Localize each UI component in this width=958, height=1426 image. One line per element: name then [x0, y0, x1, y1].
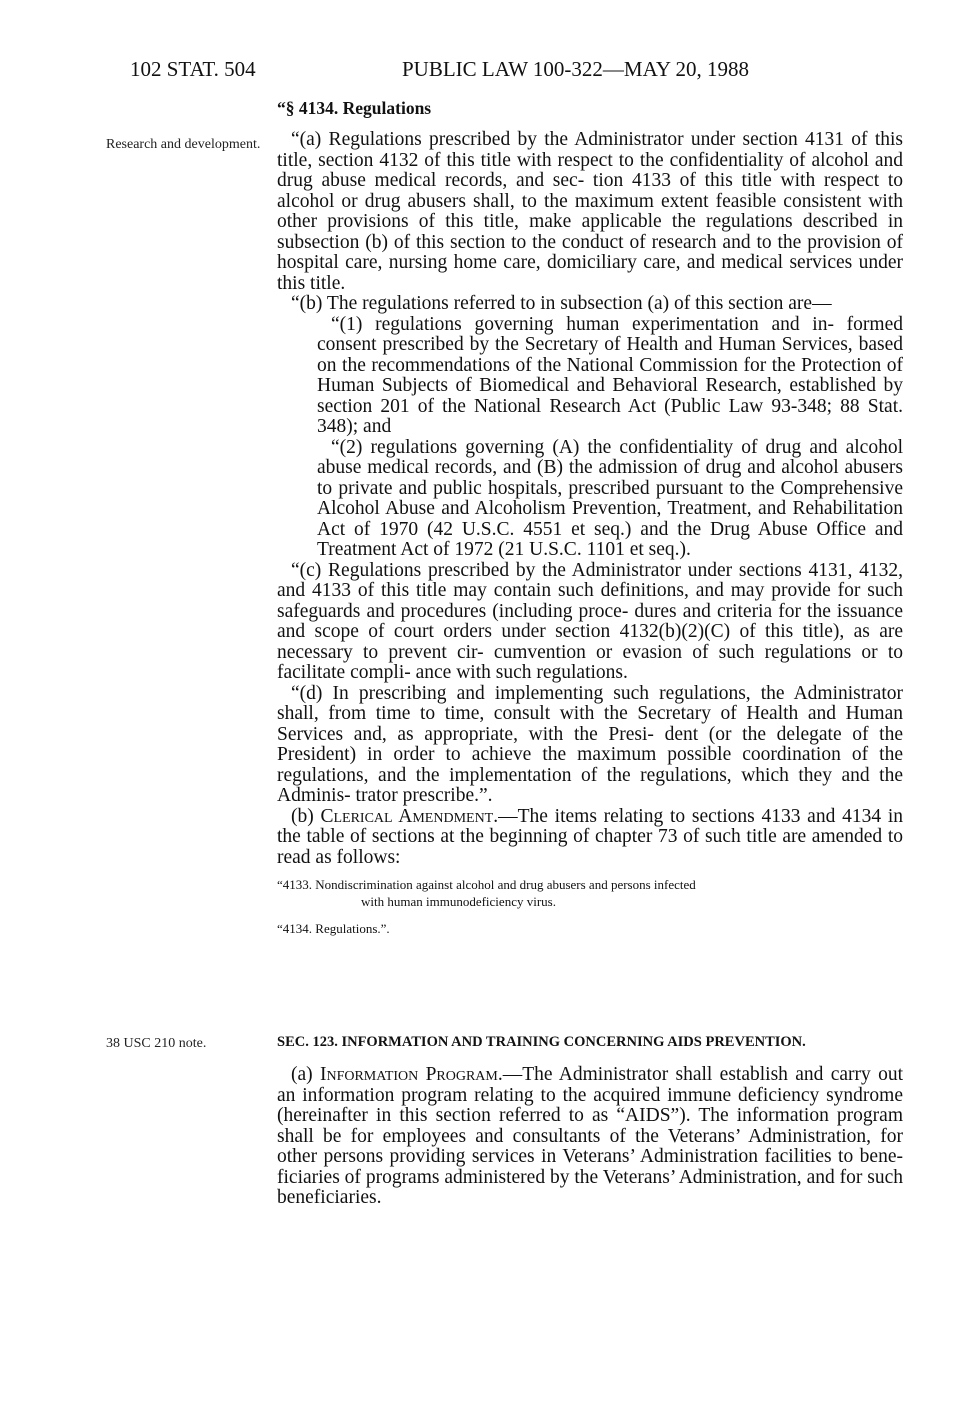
- statute-page-number: 102 STAT. 504: [130, 57, 256, 81]
- page-header: [0, 57, 958, 97]
- clerical-amendment-paragraph: (b) Clerical Amendment.—The items relating to sections 4133 and 4134 in the table of sections at the beginning of chapter 73 of such title are amended to read as follows:: [277, 805, 903, 868]
- margin-note-usc: 38 USC 210 note.: [106, 1036, 207, 1051]
- information-program-label: Information Program.: [319, 1064, 503, 1085]
- section-4134-block: [277, 98, 903, 937]
- paragraph-d: “(d) In prescribing and implementing such regulations, the Administrator shall, from time to time, consult with the Secretary of Health and Human Services and, as appropriate, with the Presi- dent (or the delegate of the President) in order to achieve the maximum possible coordination of the regulations, and the implementation of the regulations, which they and the Adminis- trator prescribe.”.: [277, 682, 903, 806]
- table-of-sections: [277, 876, 903, 937]
- paragraph-c: “(c) Regulations prescribed by the Administrator under sections 4131, 4132, and 4133 of this title may contain such definitions, and may provide for such safeguards and procedures (including proce- dures and criteria for the issuance and scope of court orders under section 4132(b)(2)(C) of this title), as are necessary to prevent cir- cumvention or evasion of such regulations or to facilitate compli- ance with such regulations.: [277, 559, 903, 683]
- section-heading: “§ 4134. Regulations: [277, 98, 432, 118]
- section-123-title: SEC. 123. INFORMATION AND TRAINING CONCERNING AIDS PREVENTION.: [277, 1034, 806, 1050]
- paragraph-a: “(a) Regulations prescribed by the Administrator under section 4131 of this title, section 4132 of this title with respect to the confidentiality of alcohol and drug abuse medical records, and sec- tion 4133 of this title with respect to alcohol or drug abusers shall, to the maximum extent feasible consistent with other provisions of this title, make applicable the regulations described in subsection (b) of this section to the conduct of research and to the provision of hospital care, nursing home care, domiciliary care, and medical services under this title.: [277, 129, 903, 294]
- public-law-citation: PUBLIC LAW 100-322—MAY 20, 1988: [402, 57, 749, 81]
- paragraph-b: “(b) The regulations referred to in subsection (a) of this section are—: [291, 293, 832, 314]
- paragraph-b1: “(1) regulations governing human experimentation and in- formed consent prescribed by the Secretary of Health and Human Services, based on the recommendations of the National Commission for the Protection of Human Subjects of Biomedical and Behavioral Research, established by section 201 of the National Research Act (Public Law 93-348; 88 Stat. 348); and: [317, 313, 903, 437]
- paragraph-b2: “(2) regulations governing (A) the confidentiality of drug and alcohol abuse medical records, and (B) the admission of drug and alcohol abusers to private and public hospitals, prescribed pursuant to the Comprehensive Alcohol Abuse and Alcoholism Prevention, Treatment, and Rehabilitation Act of 1970 (42 U.S.C. 4551 et seq.) and the Drug Abuse Office and Treatment Act of 1972 (21 U.S.C. 1101 et seq.).: [317, 436, 903, 560]
- information-program-paragraph: (a) Information Program.—The Administrator shall establish and carry out an information program relating to the acquired immune deficiency syndrome (hereinafter in this section referred to as “AIDS”). The information program shall be for employees and consultants of the Veterans’ Administration, for other persons providing services in Veterans’ Administration facilities to bene- ficiaries of programs administered by the Veterans’ Administration, and for such beneficiaries.: [277, 1064, 903, 1208]
- clerical-amendment-label: Clerical Amendment.: [320, 805, 499, 827]
- section-123-block: [277, 1033, 903, 1209]
- margin-note-research: Research and development.: [106, 137, 261, 152]
- toc-item-4133: “4133. Nondiscrimination against alcohol and drug abusers and persons infected with human immunodeficiency virus.: [277, 877, 696, 909]
- toc-item-4134: “4134. Regulations.”.: [277, 921, 390, 936]
